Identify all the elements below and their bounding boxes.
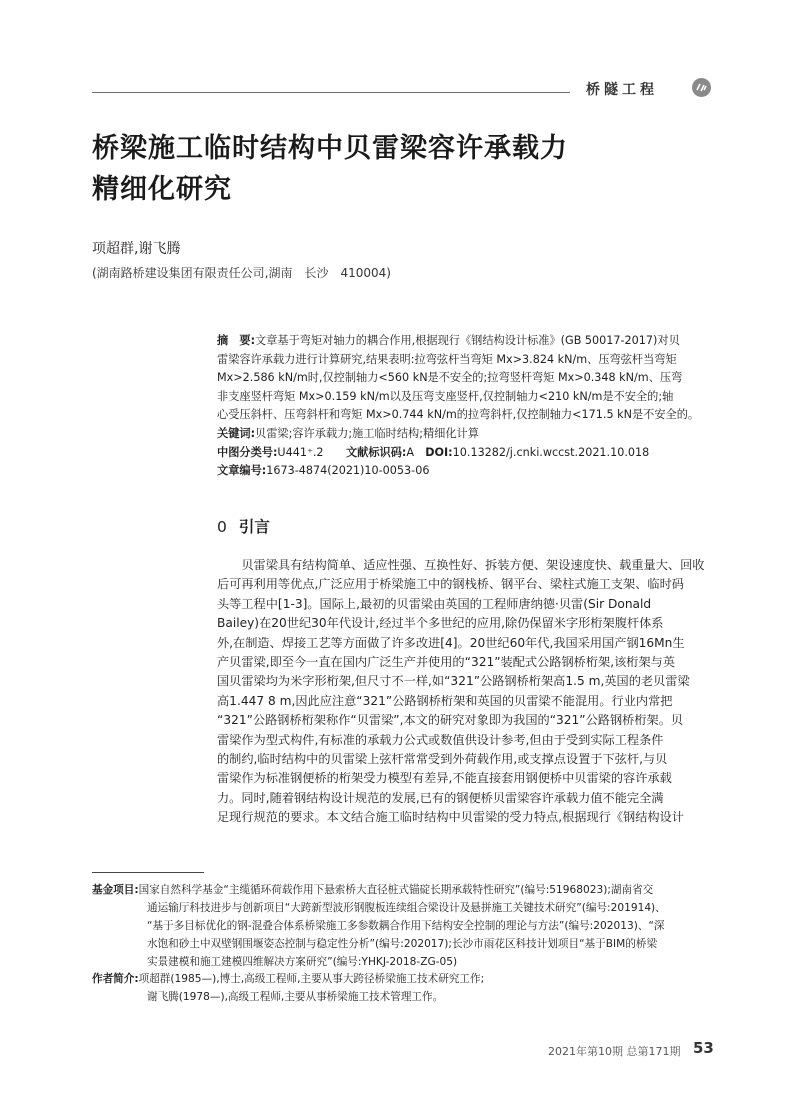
body-line: Bailey)在20世纪30年代设计,经过半个多世纪的应用,除仍保留米字形桁架腹杆体系 bbox=[217, 616, 664, 631]
article-title-line-2: 精细化研究 bbox=[92, 174, 232, 205]
abstract-line: Mx>2.586 kN/m时,仅控制轴力<560 kN是不安全的;拉弯竖杆弯矩 Mx>0.348 kN/m、压弯 bbox=[217, 371, 683, 385]
journal-section-name: 桥隧工程 bbox=[586, 82, 658, 98]
body-line: 国贝雷梁均为米字形桁架,但尺寸不一样,如“321”公路钢桥桁架高1.5 m,英国的老贝雷梁 bbox=[217, 674, 690, 689]
doi-value: 10.13282/j.cnki.wccst.2021.10.018 bbox=[452, 445, 650, 459]
body-line: 产贝雷梁,即至今一直在国内广泛生产并使用的“321”装配式公路钢桥桁架,该桁架与英 bbox=[217, 654, 676, 669]
body-line: 后可再利用等优点,广泛应用于桥梁施工中的钢栈桥、钢平台、梁柱式施工支架、临时码 bbox=[217, 577, 684, 592]
article-affiliation: (湖南路桥建设集团有限责任公司,湖南 长沙 410004) bbox=[92, 266, 391, 280]
body-line: 力。同时,随着钢结构设计规范的发展,已有的钢便桥贝雷梁容许承载力值不能完全满 bbox=[217, 790, 664, 805]
fund-line: “基于多目标优化的钢-混叠合体系桥梁施工多参数耦合作用下结构安全控制的理论与方法”(编号:202013)、“深 bbox=[147, 920, 665, 933]
bio-line: 谢飞腾(1978—),高级工程师,主要从事桥梁施工技术管理工作。 bbox=[147, 991, 444, 1004]
section-number: 0 bbox=[217, 518, 227, 536]
fund-line: 通运输厅科技进步与创新项目“大跨新型波形钢腹板连续组合梁设计及悬拼施工关键技术研究”(编号:201914)、 bbox=[147, 902, 666, 915]
section-heading bbox=[217, 515, 270, 537]
body-paragraph bbox=[217, 556, 713, 827]
body-line: 高1.447 8 m,因此应注意“321”公路钢桥桁架和英国的贝雷梁不能混用。行业内常把 bbox=[217, 693, 673, 708]
article-number-label: 文章编号: bbox=[217, 464, 267, 478]
body-line: 足现行规范的要求。本文结合施工临时结构中贝雷梁的受力特点,根据现行《钢结构设计 bbox=[217, 810, 684, 825]
article-number-value: 1673-4874(2021)10-0053-06 bbox=[266, 464, 430, 478]
bio-line: 作者简介:项超群(1985—),博士,高级工程师,主要从事大跨径桥梁施工技术研究工作; bbox=[92, 973, 485, 985]
body-line: 的制约,临时结构中的贝雷梁上弦杆常常受到外荷载作用,或支撑点设置于下弦杆,与贝 bbox=[217, 751, 668, 766]
page-number: 53 bbox=[693, 1039, 714, 1057]
doc-code-value: A bbox=[406, 445, 415, 459]
body-line: 外,在制造、焊接工艺等方面做了许多改进[4]。20世纪60年代,我国采用国产钢16Mn生 bbox=[217, 635, 685, 650]
classification-line bbox=[217, 444, 713, 463]
journal-logo-icon bbox=[692, 78, 711, 97]
fund-line: 基金项目:国家自然科学基金“主缆循环荷载作用下悬索桥大直径桩式锚碇长期承载特性研究”(编号:51968023);湖南省交 bbox=[92, 884, 654, 896]
fund-line: 实景建模和施工建模四维解决方案研究”(编号:YHKJ-2018-ZG-05) bbox=[147, 956, 458, 969]
fund-line: 水饱和砂土中双壁钢围堰姿态控制与稳定性分析”(编号:202017);长沙市雨花区科技计划项目“基于BIM的桥梁 bbox=[147, 938, 658, 951]
fund-footnote bbox=[92, 881, 714, 971]
keywords-value: 贝雷梁;容许承载力;施工临时结构;精细化计算 bbox=[255, 426, 479, 440]
clc-label: 中图分类号: bbox=[217, 445, 278, 459]
keywords-label: 关键词: bbox=[217, 426, 256, 440]
author-bio-footnote bbox=[92, 970, 714, 1006]
body-line: 雷梁作为型式构件,有标准的承载力公式或数值供设计参考,但由于受到实际工程条件 bbox=[217, 732, 664, 747]
abstract-line: 摘 要:文章基于弯矩对轴力的耦合作用,根据现行《钢结构设计标准》(GB 50017-2017)对贝 bbox=[217, 334, 680, 347]
article-authors: 项超群,谢飞腾 bbox=[92, 241, 181, 257]
body-line: 贝雷梁具有结构简单、适应性强、互换性好、拆装方便、架设速度快、载重量大、回收 bbox=[217, 558, 705, 572]
issue-info: 2021年第10期 总第171期 bbox=[548, 1045, 681, 1058]
doi-label: DOI: bbox=[425, 445, 453, 459]
article-title-line-1: 桥梁施工临时结构中贝雷梁容许承载力 bbox=[92, 133, 568, 164]
body-line: “321”公路钢桥桁架称作“贝雷梁”,本文的研究对象即为我国的“321”公路钢桥桁架。贝 bbox=[217, 713, 684, 728]
bio-label: 作者简介: bbox=[92, 973, 139, 985]
article-number-line bbox=[217, 462, 713, 481]
doc-code-label: 文献标识码: bbox=[345, 445, 407, 459]
section-title: 引言 bbox=[238, 518, 270, 536]
abstract-line: 心受压斜杆、压弯斜杆和弯矩 Mx>0.744 kN/m的拉弯斜杆,仅控制轴力<171.5 kN是不安全的。 bbox=[217, 408, 700, 422]
abstract-block bbox=[217, 332, 713, 481]
header-rule bbox=[92, 92, 570, 93]
abstract-line: 雷梁容许承载力进行计算研究,结果表明:拉弯弦杆当弯矩 Mx>3.824 kN/m、压弯弦杆当弯矩 bbox=[217, 352, 677, 366]
body-line: 头等工程中[1-3]。国际上,最初的贝雷梁由英国的工程师唐纳德·贝雷(Sir Donald bbox=[217, 596, 652, 611]
clc-value: U441⁺.2 bbox=[277, 445, 324, 459]
body-line: 雷梁作为标准钢便桥的桁架受力模型有差异,不能直接套用钢便桥中贝雷梁的容许承载 bbox=[217, 771, 672, 786]
keywords-line bbox=[217, 425, 713, 444]
fund-label: 基金项目: bbox=[92, 884, 139, 896]
abstract-label: 摘 要: bbox=[217, 334, 256, 347]
abstract-line: 非支座竖杆弯矩 Mx>0.159 kN/m以及压弯支座竖杆,仅控制轴力<210 kN/m是不安全的;轴 bbox=[217, 389, 674, 403]
footnote-rule bbox=[92, 872, 204, 873]
